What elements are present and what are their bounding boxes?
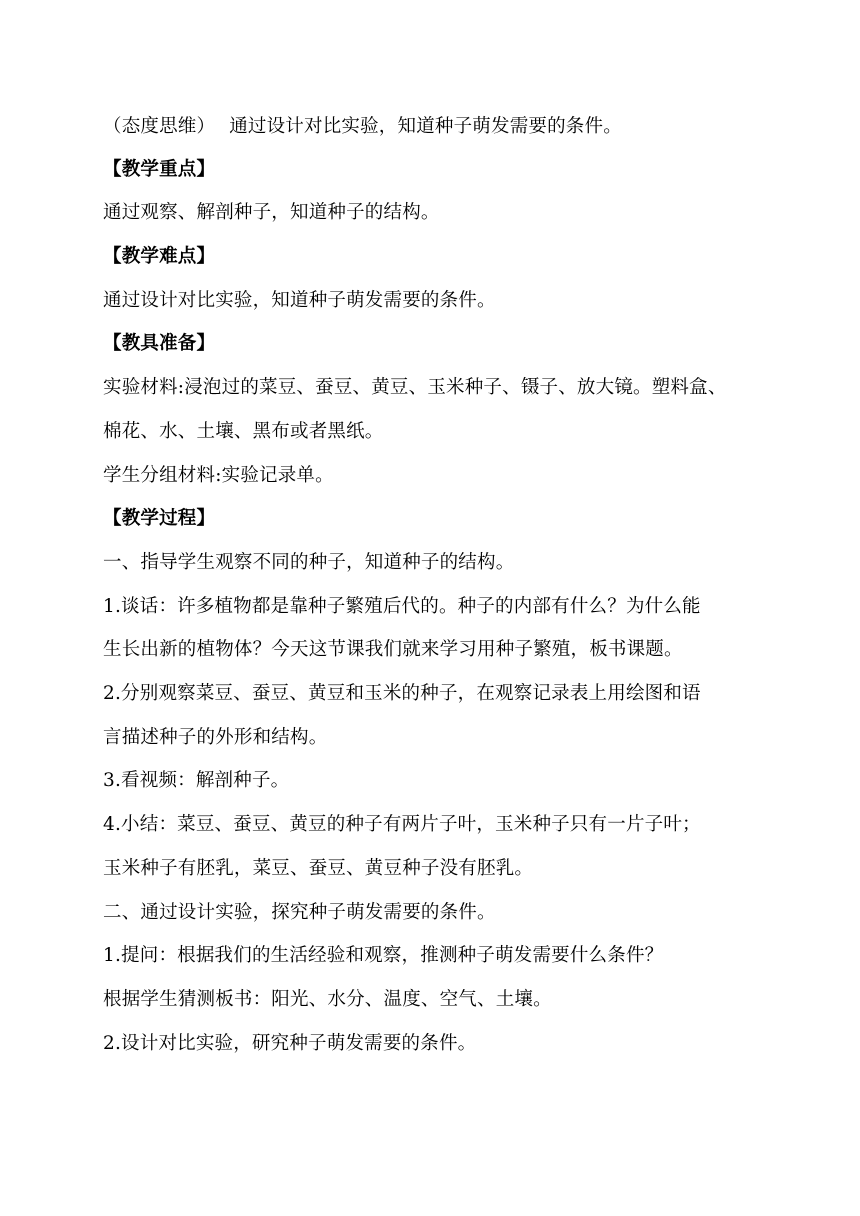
- step-2-line-2: 言描述种子的外形和结构。: [103, 727, 328, 748]
- heading-materials: 【教具准备】: [103, 333, 216, 354]
- materials-line-2: 棉花、水、土壤、黑布或者黑纸。: [103, 421, 384, 442]
- objective-prefix: （态度思维）: [103, 116, 216, 137]
- step-1-line-2: 生长出新的植物体？今天这节课我们就来学习用种子繁殖，板书课题。: [103, 639, 683, 660]
- heading-difficulties: 【教学难点】: [103, 246, 216, 267]
- step-1-line-1: 1.谈话：许多植物都是靠种子繁殖后代的。种子的内部有什么？为什么能: [103, 596, 701, 617]
- objective-text: 通过设计对比实验，知道种子萌发需要的条件。: [229, 116, 622, 137]
- step-3-text: 3.看视频：解剖种子。: [103, 770, 290, 791]
- section-two-step-2: 2.设计对比实验，研究种子萌发需要的条件。: [103, 1033, 477, 1054]
- heading-process: 【教学过程】: [103, 508, 216, 529]
- section-one-title: 一、指导学生观察不同的种子，知道种子的结构。: [103, 552, 515, 573]
- group-materials-text: 学生分组材料:实验记录单。: [103, 465, 334, 486]
- heading-key-points: 【教学重点】: [103, 159, 216, 180]
- section-two-board-notes: 根据学生猜测板书：阳光、水分、温度、空气、土壤。: [103, 989, 552, 1010]
- step-2-line-1: 2.分别观察菜豆、蚕豆、黄豆和玉米的种子，在观察记录表上用绘图和语: [103, 683, 701, 704]
- materials-line-1: 实验材料:浸泡过的菜豆、蚕豆、黄豆、玉米种子、镊子、放大镜。塑料盒、: [103, 377, 727, 398]
- section-two-step-1: 1.提问：根据我们的生活经验和观察，推测种子萌发需要什么条件？: [103, 945, 664, 966]
- objective-line: [103, 114, 763, 140]
- key-points-text: 通过观察、解剖种子，知道种子的结构。: [103, 202, 440, 223]
- step-4-line-1: 4.小结：菜豆、蚕豆、黄豆的种子有两片子叶，玉米种子只有一片子叶；: [103, 814, 701, 835]
- step-4-line-2: 玉米种子有胚乳，菜豆、蚕豆、黄豆种子没有胚乳。: [103, 858, 534, 879]
- difficulties-text: 通过设计对比实验，知道种子萌发需要的条件。: [103, 290, 496, 311]
- section-two-title: 二、通过设计实验，探究种子萌发需要的条件。: [103, 902, 496, 923]
